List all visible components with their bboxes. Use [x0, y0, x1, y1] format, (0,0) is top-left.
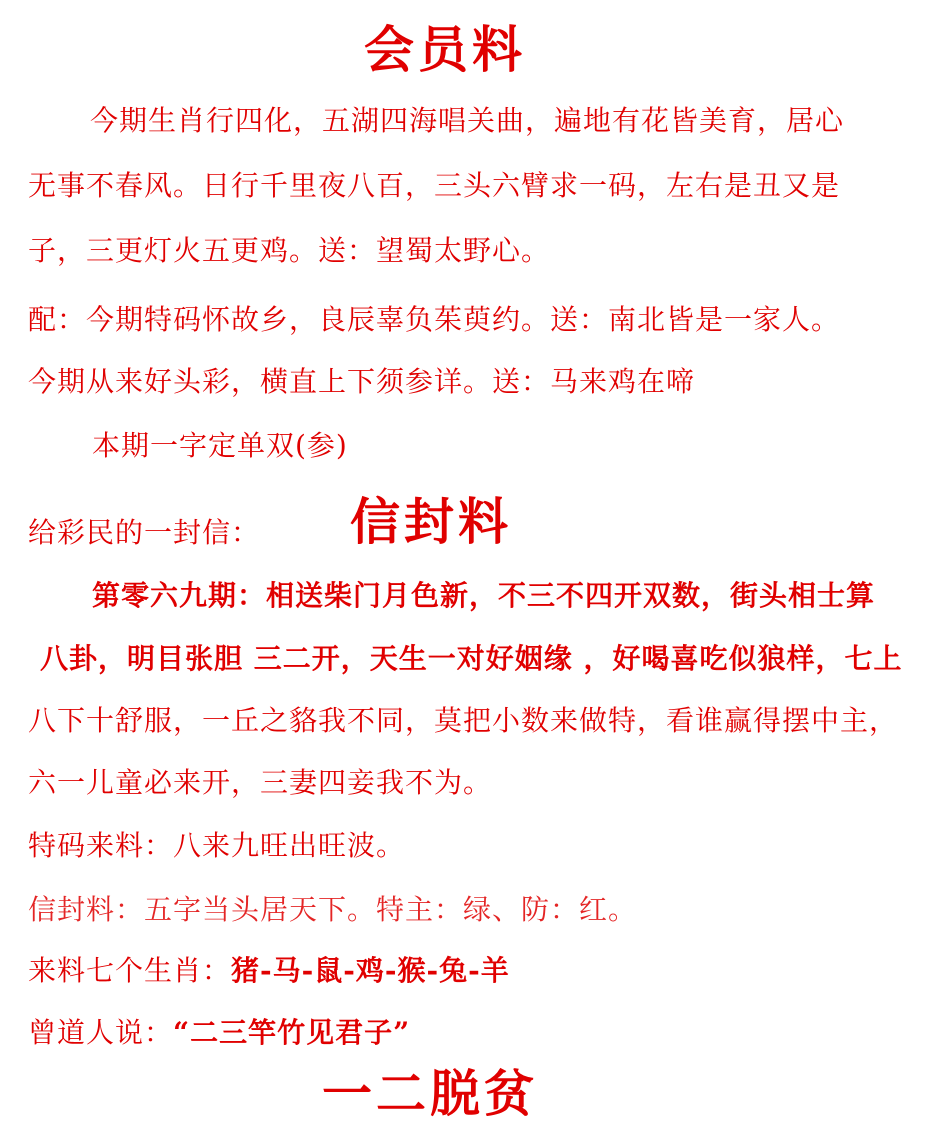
zodiac-line: [28, 953, 510, 989]
zodiac-label: 来料七个生肖：: [28, 954, 232, 987]
daoren-line: [28, 1015, 410, 1051]
letter-intro: 给彩民的一封信：: [28, 516, 261, 549]
tema-line: 特码来料：八来九旺出旺波。: [28, 829, 406, 862]
member-paragraph-line-1: 今期生肖行四化，五湖四海唱关曲，遍地有花皆美育，居心: [90, 104, 845, 137]
member-paragraph-line-4: 配：今期特码怀故乡，良辰辜负茱萸约。送：南北皆是一家人。: [28, 303, 841, 336]
daoren-quote: “二三竿竹见君子”: [173, 1016, 411, 1049]
member-paragraph-line-2: 无事不春风。日行千里夜八百，三头六臂求一码，左右是丑又是: [28, 169, 841, 202]
letter-line-3: 八下十舒服，一丘之貉我不同，莫把小数来做特，看谁赢得摆中主，: [28, 704, 899, 737]
letter-line-1: 第零六九期：相送柴门月色新，不三不四开双数，街头相士算: [92, 579, 876, 612]
letter-line-4: 六一儿童必来开，三妻四妾我不为。: [28, 766, 493, 799]
envelope-line: 信封料：五字当头居天下。特主：绿、防：红。: [28, 893, 638, 926]
envelope-material-title: 信封料: [350, 492, 512, 551]
member-material-title: 会员料: [364, 20, 526, 79]
member-paragraph-line-5: 今期从来好头彩，横直上下须参详。送：马来鸡在啼: [28, 365, 696, 398]
final-title: 一二脱贫: [322, 1064, 538, 1123]
letter-line-2: 八卦，明目张胆 三二开，天生一对好姻缘 ，好喝喜吃似狼样，七上: [40, 642, 903, 675]
member-paragraph-line-3: 子，三更灯火五更鸡。送：望蜀太野心。: [28, 234, 551, 267]
zodiac-list: 猪-马-鼠-鸡-猴-兔-羊: [231, 954, 510, 987]
daoren-label: 曾道人说：: [28, 1016, 174, 1049]
single-double-line: 本期一字定单双(参): [92, 429, 348, 462]
